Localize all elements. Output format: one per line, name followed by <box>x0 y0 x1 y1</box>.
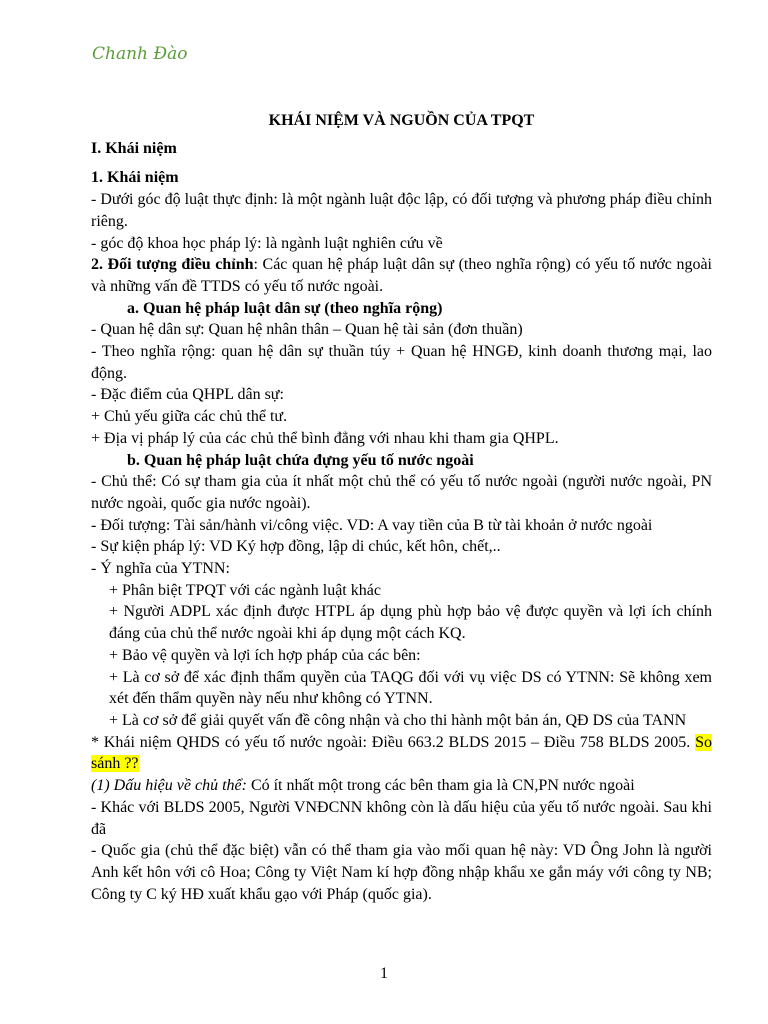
paragraph: - Khác với BLDS 2005, Người VNĐCNN không còn là dấu hiệu của yếu tố nước ngoài. Sau khi đã <box>91 798 712 838</box>
paragraph: - Chủ thể: Có sự tham gia của ít nhất một chủ thể có yếu tố nước ngoài (người nước ngoài, PN nước ngoài, quốc gia nước ngoài). <box>91 473 712 512</box>
paragraph: - Quan hệ dân sự: Quan hệ nhân thân – Quan hệ tài sản (đơn thuần) <box>91 321 523 339</box>
document-header: Chanh Đào <box>92 44 188 64</box>
paragraph-text: * Khái niệm QHDS có yếu tố nước ngoài: Điều 663.2 BLDS 2015 – Điều 758 BLDS 2005. <box>91 733 696 751</box>
page-number: 1 <box>380 965 388 982</box>
paragraph-text: Có ít nhất một trong các bên tham gia là CN,PN nước ngoài <box>246 777 635 795</box>
paragraph: - Đối tượng: Tài sản/hành vi/công việc. VD: A vay tiền của B từ tài khoản ở nước ngoài <box>91 516 653 534</box>
heading-I: I. Khái niệm <box>91 139 177 157</box>
paragraph: - Đặc điểm của QHPL dân sự: <box>91 386 284 404</box>
subheading-b: b. Quan hệ pháp luật chứa đựng yếu tố nước ngoài <box>127 451 474 469</box>
paragraph: + Địa vị pháp lý của các chủ thể bình đẳng với nhau khi tham gia QHPL. <box>91 429 559 447</box>
paragraph <box>91 732 712 775</box>
paragraph: + Là cơ sở để giải quyết vấn đề công nhận và cho thi hành một bản án, QĐ DS của TANN <box>109 711 687 729</box>
paragraph: - Theo nghĩa rộng: quan hệ dân sự thuần túy + Quan hệ HNGĐ, kinh doanh thương mại, lao động. <box>91 343 712 382</box>
paragraph: + Là cơ sở để xác định thẩm quyền của TAQG đối với vụ việc DS có YTNN: Sẽ không xem xét đến thẩm quyền này nếu như không có YTNN. <box>109 668 712 708</box>
heading-1: 1. Khái niệm <box>91 169 179 187</box>
highlighted-text: So sánh ?? <box>91 733 712 773</box>
document-body <box>91 108 712 905</box>
paragraph <box>91 775 712 797</box>
paragraph: + Phân biệt TPQT với các ngành luật khác <box>109 581 381 599</box>
paragraph-text: : Các quan hệ pháp luật dân sự (theo nghĩa rộng) có yếu tố nước ngoài và những vấn đề TTDS có yếu tố nước ngoài. <box>91 256 713 295</box>
paragraph: - Dưới góc độ luật thực định: là một ngành luật độc lập, có đối tượng và phương pháp điều chỉnh riêng. <box>91 191 712 230</box>
document-title: KHÁI NIỆM VÀ NGUỒN CỦA TPQT <box>268 112 535 129</box>
paragraph: + Người ADPL xác định được HTPL áp dụng phù hợp bảo vệ được quyền và lợi ích chính đáng của chủ thể nước ngoài khi áp dụng một cách KQ. <box>109 603 712 643</box>
paragraph: - Quốc gia (chủ thể đặc biệt) vẫn có thể tham gia vào mối quan hệ này: VD Ông John là người Anh kết hôn với cô Hoa; Công ty Việt Nam kí hợp đồng nhập khẩu xe gắn máy với công ty NB; Công ty C ký HĐ xuất khẩu gạo với Pháp (quốc gia). <box>91 842 712 903</box>
paragraph: - góc độ khoa học pháp lý: là ngành luật nghiên cứu về <box>91 234 443 252</box>
paragraph <box>91 254 712 297</box>
italic-label: (1) Dấu hiệu về chủ thể: <box>91 777 247 795</box>
paragraph: - Ý nghĩa của YTNN: <box>91 560 230 578</box>
heading-2: 2. Đối tượng điều chỉnh <box>91 256 254 274</box>
subheading-a: a. Quan hệ pháp luật dân sự (theo nghĩa rộng) <box>127 299 443 317</box>
paragraph: + Bảo vệ quyền và lợi ích hợp pháp của các bên: <box>109 646 421 664</box>
paragraph: + Chủ yếu giữa các chủ thể tư. <box>91 408 288 426</box>
paragraph: - Sự kiện pháp lý: VD Ký hợp đồng, lập di chúc, kết hôn, chết,.. <box>91 538 501 556</box>
